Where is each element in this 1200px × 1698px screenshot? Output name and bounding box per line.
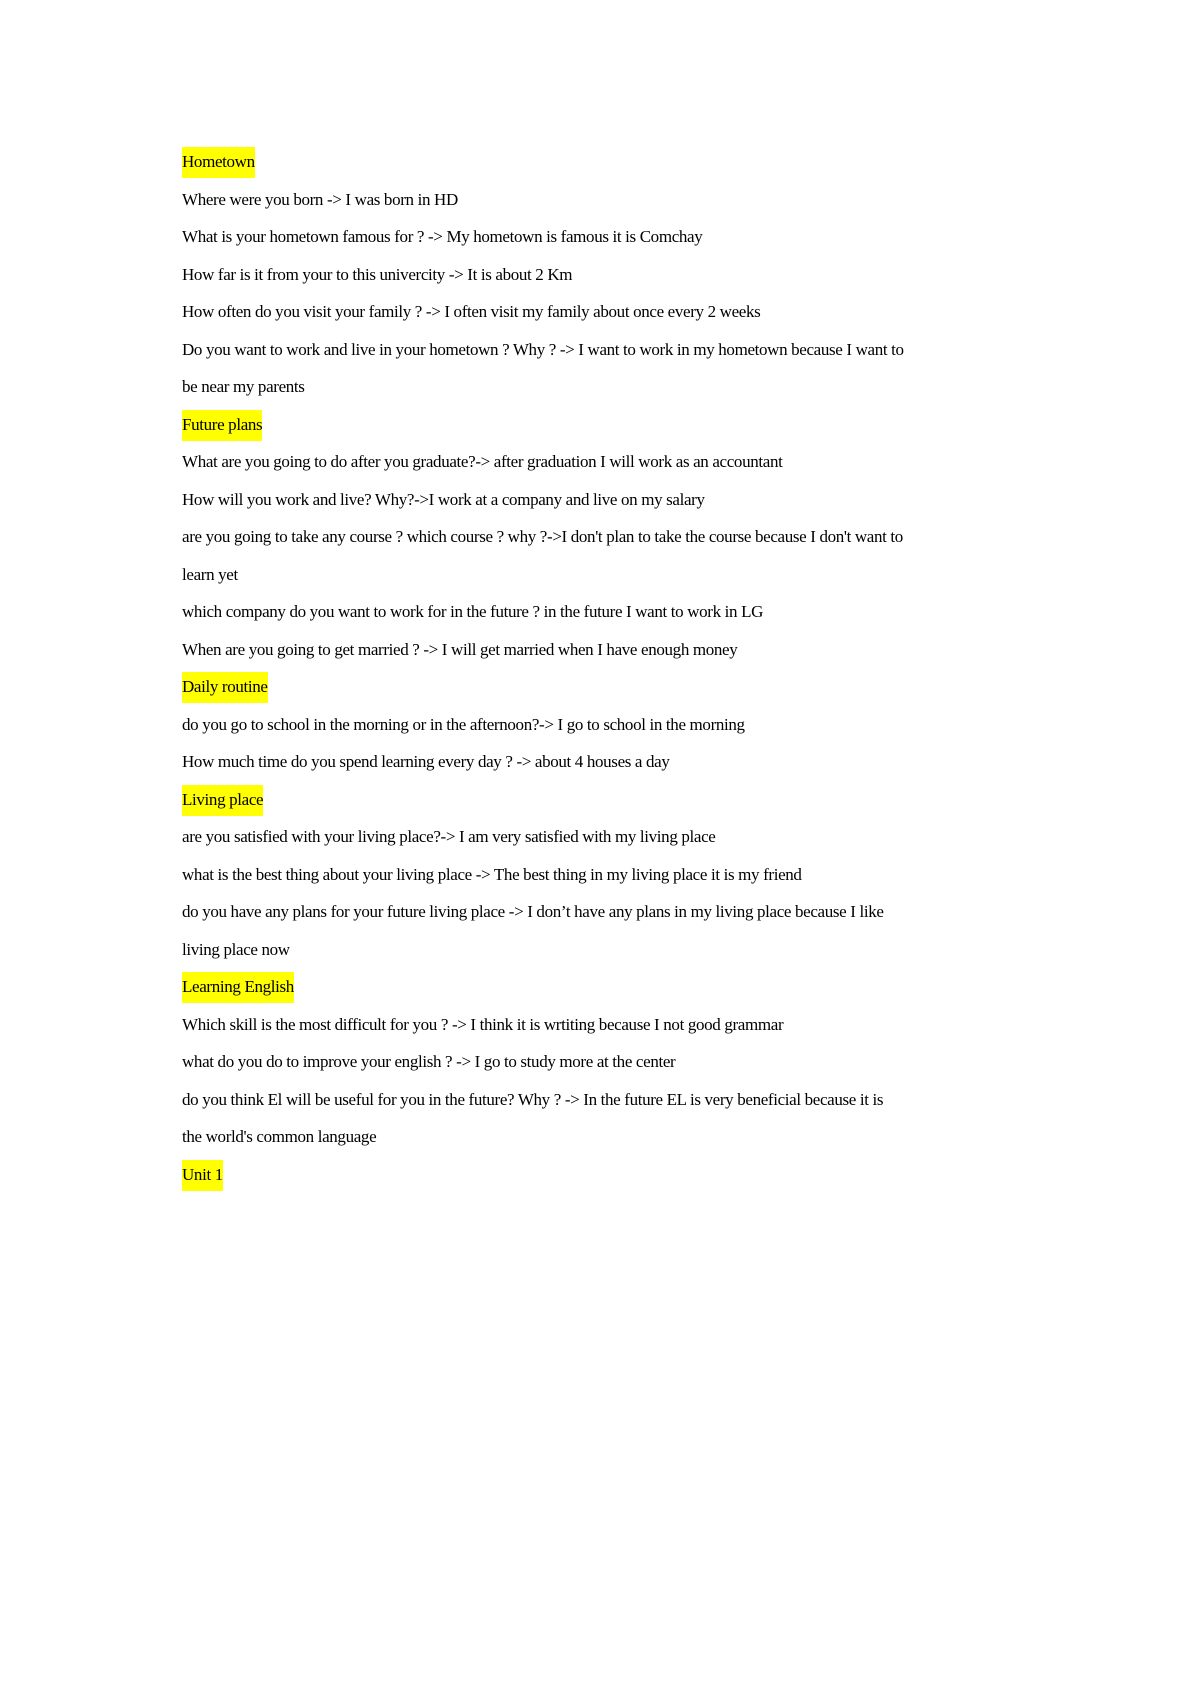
heading-text: Living place bbox=[182, 785, 263, 816]
section-heading-learning-english bbox=[182, 968, 1042, 1006]
qa-line: the world's common language bbox=[182, 1127, 377, 1146]
heading-text: Unit 1 bbox=[182, 1160, 223, 1191]
qa-line: what do you do to improve your english ? -> I go to study more at the center bbox=[182, 1052, 676, 1071]
qa-line: What are you going to do after you graduate?-> after graduation I will work as an accountant bbox=[182, 452, 783, 471]
heading-text: Learning English bbox=[182, 972, 294, 1003]
qa-line: learn yet bbox=[182, 564, 238, 584]
qa-line: Which skill is the most difficult for you ? -> I think it is wrtiting because I not good grammar bbox=[182, 1014, 784, 1034]
qa-line: How much time do you spend learning every day ? -> about 4 houses a day bbox=[182, 752, 670, 771]
heading-text: Hometown bbox=[182, 147, 255, 178]
qa-line: Where were you born -> I was born in HD bbox=[182, 189, 458, 209]
document-page bbox=[182, 143, 1042, 1193]
qa-line: How far is it from your to this univercity -> It is about 2 Km bbox=[182, 264, 573, 284]
qa-line: are you satisfied with your living place?-> I am very satisfied with my living place bbox=[182, 827, 716, 846]
qa-line: Do you want to work and live in your hometown ? Why ? -> I want to work in my hometown because I want to bbox=[182, 339, 904, 359]
section-heading-living-place bbox=[182, 781, 1042, 819]
section-heading-unit-1 bbox=[182, 1156, 1042, 1194]
qa-line: How often do you visit your family ? -> I often visit my family about once every 2 weeks bbox=[182, 302, 761, 321]
qa-line: which company do you want to work for in the future ? in the future I want to work in LG bbox=[182, 602, 764, 621]
qa-line: How will you work and live? Why?->I work at a company and live on my salary bbox=[182, 489, 705, 509]
qa-line: living place now bbox=[182, 939, 290, 959]
qa-line: do you think El will be useful for you in the future? Why ? -> In the future EL is very beneficial because it is bbox=[182, 1089, 884, 1109]
qa-line: what is the best thing about your living place -> The best thing in my living place it is my friend bbox=[182, 864, 802, 884]
heading-text: Daily routine bbox=[182, 672, 268, 703]
qa-line: do you have any plans for your future living place -> I don’t have any plans in my living place because I like bbox=[182, 902, 884, 921]
qa-line: be near my parents bbox=[182, 377, 305, 396]
section-heading-hometown bbox=[182, 143, 1042, 181]
qa-line: When are you going to get married ? -> I will get married when I have enough money bbox=[182, 639, 738, 659]
qa-line: What is your hometown famous for ? -> My hometown is famous it is Comchay bbox=[182, 227, 703, 246]
qa-line: do you go to school in the morning or in the afternoon?-> I go to school in the morning bbox=[182, 714, 745, 734]
qa-line: are you going to take any course ? which course ? why ?->I don't plan to take the course because I don't want to bbox=[182, 527, 903, 546]
heading-text: Future plans bbox=[182, 410, 262, 441]
section-heading-daily-routine bbox=[182, 668, 1042, 706]
section-heading-future-plans bbox=[182, 406, 1042, 444]
